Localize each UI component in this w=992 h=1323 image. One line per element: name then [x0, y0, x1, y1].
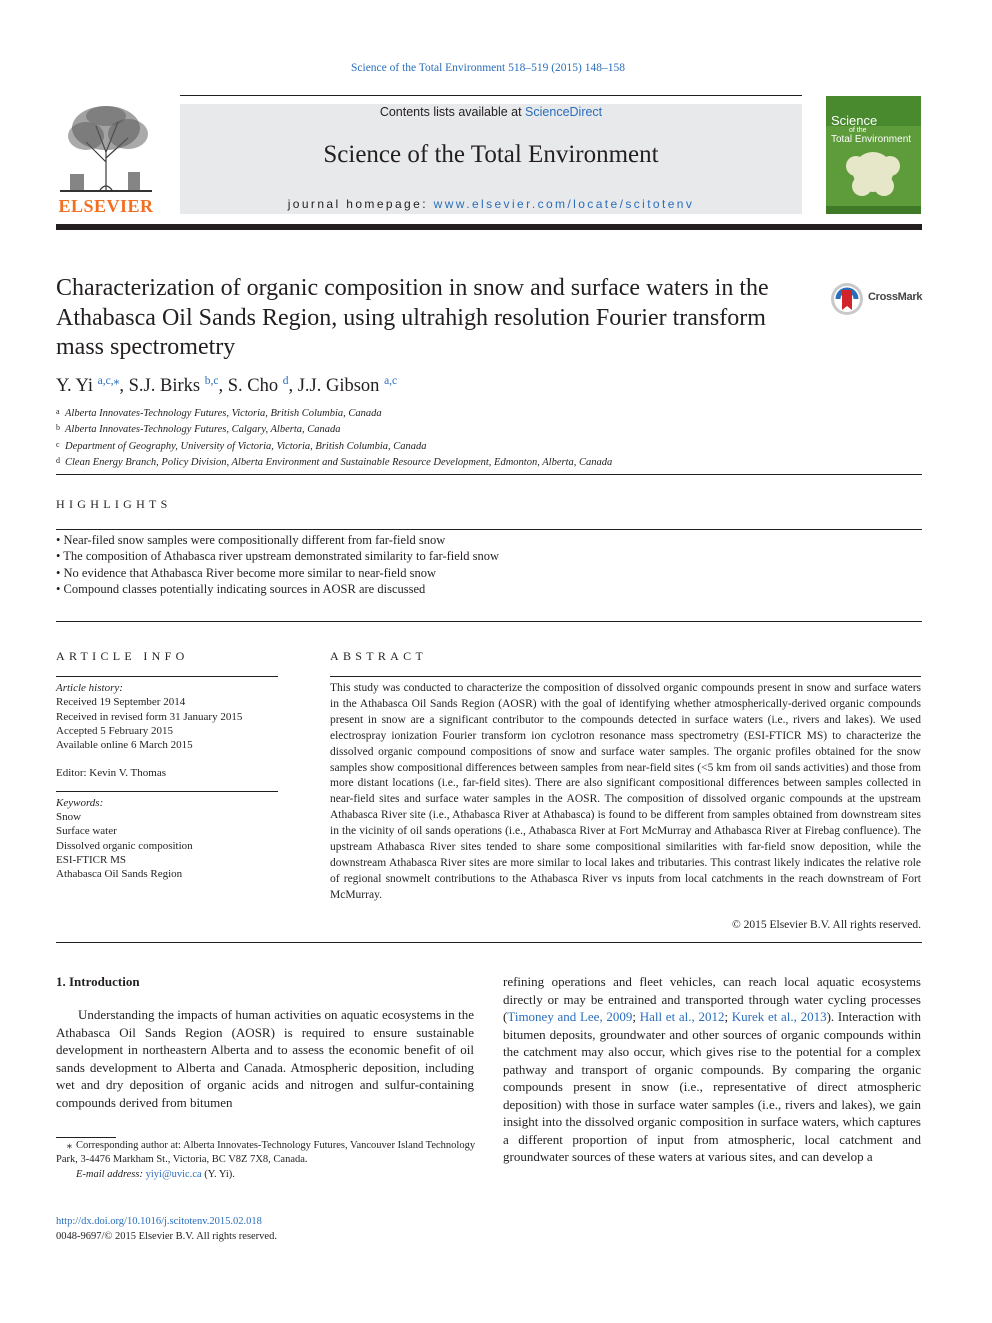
- highlight-item: • No evidence that Athabasca River become more similar to near-field snow: [56, 565, 437, 580]
- journal-title: Science of the Total Environment: [323, 141, 659, 168]
- footnote-text: Corresponding author at: Alberta Innovates-Technology Futures, Vancouver Island Technology Park, 3-4476 Markham St., Victoria, BC V8Z 7X8, Canada.: [56, 1140, 476, 1166]
- highlights-heading: HIGHLIGHTS: [56, 497, 172, 511]
- divider: [56, 676, 278, 677]
- author-name: Y. Yi: [56, 376, 94, 396]
- header-thick-rule: [56, 224, 922, 230]
- affiliation-item: [56, 405, 612, 421]
- cover-title: [831, 114, 917, 145]
- crossmark-label[interactable]: CrossMark: [868, 291, 923, 303]
- keyword: Snow: [56, 811, 82, 824]
- homepage-link[interactable]: www.elsevier.com/locate/scitotenv: [433, 197, 695, 211]
- divider: [56, 942, 922, 943]
- keyword: ESI-FTICR MS: [56, 853, 126, 866]
- affiliation-label: a: [56, 407, 60, 416]
- author-affiliation-marker[interactable]: a,c: [384, 375, 398, 387]
- journal-citation[interactable]: Science of the Total Environment 518–519 (2015) 148–158: [351, 62, 625, 74]
- intro-paragraph-cont: ). Interaction with bitumen deposits, groundwater and other sources of organic compounds within the catchment may also occur, which gives rise to the potential for a complex pathway and transport of organic compounds. By comparing the organic compounds present in snow (i.e., representative of direct atmospheric deposition) with those in surface water samples (i.e., rivers and lakes), we gain insight into the dissolved organic composition in surface waters, which captures a different proportion of input from atmospheric, local catchment and groundwater sources of these waters at various sites, and can develop a: [503, 1009, 921, 1164]
- editor: Editor: Kevin V. Thomas: [56, 767, 166, 780]
- doi-link[interactable]: http://dx.doi.org/10.1016/j.scitotenv.2015.02.018: [56, 1216, 262, 1227]
- highlight-text: No evidence that Athabasca River become more similar to near-field snow: [63, 565, 437, 580]
- cover-title-line2: of the: [849, 127, 867, 134]
- affiliation-text: Clean Energy Branch, Policy Division, Alberta Environment and Sustainable Resource Development, Edmonton, Alberta, Canada: [65, 456, 613, 468]
- history-revised: Received in revised form 31 January 2015: [56, 710, 243, 723]
- author-name: S.J. Birks: [128, 376, 201, 396]
- footnote-email: [56, 1168, 476, 1182]
- contents-line: [180, 105, 802, 119]
- corresponding-author-footnote: [56, 1139, 476, 1182]
- highlight-text: The composition of Athabasca river upstream demonstrated similarity to far-field snow: [63, 549, 500, 564]
- footnote-rule: [56, 1137, 116, 1138]
- affiliation-label: b: [56, 423, 60, 433]
- history-received: Received 19 September 2014: [56, 696, 186, 709]
- issn-line: 0048-9697/© 2015 Elsevier B.V. All rights reserved.: [56, 1231, 277, 1242]
- article-info-heading: ARTICLE INFO: [56, 649, 189, 663]
- section-heading-introduction: 1. Introduction: [56, 974, 140, 989]
- affiliation-text: Department of Geography, University of Victoria, Victoria, British Columbia, Canada: [65, 440, 427, 452]
- author-name: J.J. Gibson: [297, 376, 380, 396]
- contents-prefix: Contents lists available at: [379, 105, 526, 119]
- highlight-text: Compound classes potentially indicating sources in AOSR are discussed: [63, 581, 426, 596]
- email-suffix: (Y. Yi).: [204, 1168, 235, 1180]
- email-link[interactable]: yiyi@uvic.ca: [145, 1168, 202, 1180]
- highlight-item: • The composition of Athabasca river upstream demonstrated similarity to far-field snow: [56, 549, 500, 564]
- divider: [56, 529, 922, 530]
- sciencedirect-link[interactable]: ScienceDirect: [525, 105, 603, 119]
- elsevier-wordmark: ELSEVIER: [58, 196, 154, 216]
- ref-separator: ;: [632, 1009, 640, 1024]
- affiliation-item: [56, 454, 612, 470]
- header-top-rule: [180, 95, 802, 96]
- highlight-text: Near-filed snow samples were compositionally different from far-field snow: [63, 533, 446, 547]
- affiliation-item: [56, 438, 612, 454]
- author-affiliation-marker[interactable]: d: [282, 375, 289, 387]
- article-title: Characterization of organic composition in snow and surface waters in the Athabasca Oil Sands Region, using ultrahigh resolution Fourier transform mass spectrometry: [56, 275, 769, 360]
- affiliation-item: [56, 421, 612, 437]
- ref-separator: ;: [724, 1009, 732, 1024]
- affiliation-text: Alberta Innovates-Technology Futures, Calgary, Alberta, Canada: [65, 424, 341, 436]
- article-info-panel: [56, 681, 278, 882]
- crossmark-icon[interactable]: [830, 282, 864, 316]
- keywords-label: Keywords:: [56, 796, 104, 809]
- cover-title-line1: Science: [831, 113, 878, 128]
- author-affiliation-marker[interactable]: b,c: [204, 375, 219, 387]
- divider: [56, 474, 922, 475]
- affiliation-label: c: [56, 439, 60, 449]
- highlights-list: [56, 532, 499, 597]
- history-online: Available online 6 March 2015: [56, 739, 193, 752]
- keyword: Dissolved organic composition: [56, 839, 193, 852]
- reference-link[interactable]: Timoney and Lee, 2009: [507, 1009, 633, 1024]
- affiliation-label: d: [56, 455, 60, 465]
- divider: [330, 676, 921, 677]
- divider: [56, 621, 922, 622]
- author-affiliation-marker[interactable]: a,c,⁎: [97, 375, 120, 387]
- footnote-marker: ⁎: [66, 1140, 72, 1151]
- keyword: Surface water: [56, 825, 117, 838]
- highlight-item: • Compound classes potentially indicating sources in AOSR are discussed: [56, 581, 426, 596]
- reference-link[interactable]: Kurek et al., 2013: [731, 1009, 827, 1024]
- journal-homepage: [180, 197, 802, 211]
- email-label: E-mail address:: [76, 1168, 143, 1180]
- history-accepted: Accepted 5 February 2015: [56, 724, 173, 737]
- affiliation-list: [56, 405, 612, 470]
- body-column-right: [503, 973, 921, 1166]
- abstract-heading: ABSTRACT: [330, 649, 428, 663]
- doi-block: [56, 1214, 277, 1244]
- keyword: Athabasca Oil Sands Region: [56, 868, 183, 881]
- author-list: Y. Yi $^{a,c,⁎}$, S.J. Birks $^{b,c}$, S. Cho $^d$, J.J. Gibson $^{a,c}$: [56, 375, 398, 396]
- intro-paragraph: Understanding the impacts of human activities on aquatic ecosystems in the Athabasca Oil Sands Region (AOSR) is required to ensure sustainable development in northeastern Alberta and to assess the economic benefit of oil sands development to Alberta and Canada. Atmospheric deposition, including wet and dry deposition of organic acids and nitrogen and sulfur-containing compounds derived from bitumen: [56, 1007, 474, 1110]
- intro-paragraph-cont: refining operations and fleet vehicles, can reach local aquatic ecosystems directly or may be entrained and transported through water cycling processes (: [503, 974, 921, 1024]
- highlight-item: • Near-filed snow samples were compositionally different from far-field snow: [56, 533, 446, 547]
- history-label: Article history:: [56, 682, 123, 694]
- abstract-copyright: © 2015 Elsevier B.V. All rights reserved.: [732, 919, 921, 931]
- cover-title-line3: Total Environment: [831, 134, 912, 145]
- affiliation-text: Alberta Innovates-Technology Futures, Victoria, British Columbia, Canada: [65, 408, 382, 419]
- reference-link[interactable]: Hall et al., 2012: [639, 1009, 725, 1024]
- abstract-text: This study was conducted to characterize the composition of dissolved organic compounds present in snow and surface waters in the Athabasca Oil Sands Region (AOSR) with the goal of identifying whether atmospherically-derived organic compounds present in snow are a significant contributor to the compounds detected in surface waters (i.e., rivers and lakes). We used electrospray ionization Fourier transform ion cyclotron resonance mass spectrometry (ESI-FTICR MS) to characterize the dissolved organic compound compositions of snow and surface water samples. The organic profiles obtained for the snow samples show compositional differences between samples from near-field sites (<5 km from oil sands activities) and those from more distant locations (i.e., far-field sites). There are also significant compositional differences between samples collected in near-field sites and surface water samples in the AOSR. The composition of dissolved organic compounds at the upstream Athabasca River site (i.e., Athabasca River at Athabasca) is found to be different from samples obtained from downstream sites in the vicinity of oil sands operations (i.e., Athabasca River at Fort McMurray and Athabasca River at Firebag confluence). The upstream Athabasca River sites tended to share some compositional similarities with far-field snow deposition, while the downstream Athabasca River sites are more similar to local lakes and tributaries. This contrast likely indicates the relative role of regional snowmelt contributions to the Athabasca River vs inputs from local catchments in the reach downstream of Fort McMurray.: [330, 682, 921, 901]
- homepage-prefix: journal homepage:: [287, 197, 434, 211]
- footnote-line: [56, 1139, 476, 1168]
- body-column-left: [56, 1006, 474, 1111]
- author-name: S. Cho: [227, 376, 279, 396]
